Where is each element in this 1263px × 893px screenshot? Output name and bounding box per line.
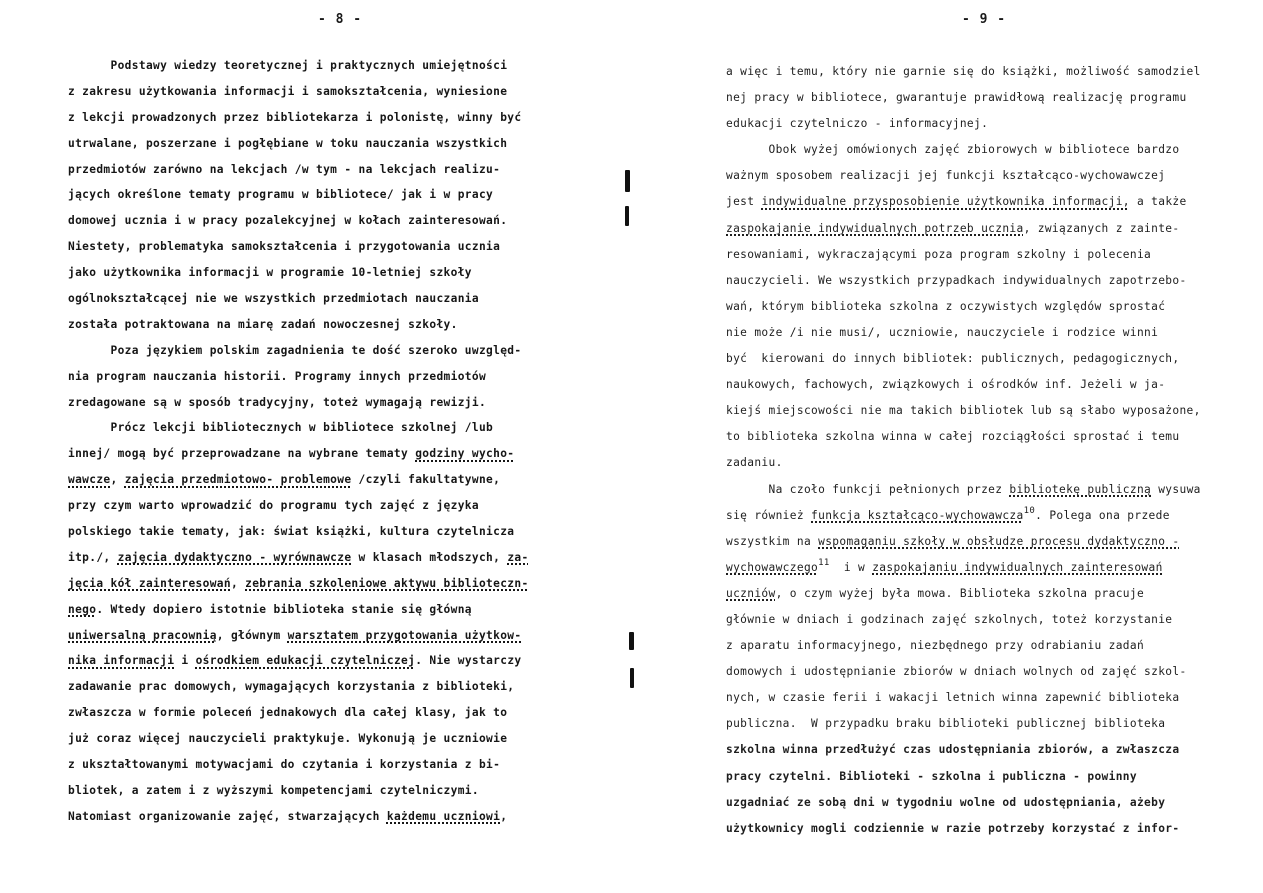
text-line: [68, 161, 529, 187]
text-line: [726, 741, 1201, 767]
text-line: [68, 704, 529, 730]
text-segment: Prócz lekcji bibliotecznych w bibliotece szkolnej /lub: [68, 421, 494, 435]
text-segment: polskiego takie tematy, jak: świat książki, kultura czytelnicza: [68, 525, 515, 539]
left-page: [0, 0, 630, 893]
text-segment: . Polega ona przede: [1035, 508, 1170, 522]
text-line: [726, 481, 1201, 507]
text-segment: jako użytkownika informacji w programie 10-letniej szkoły: [68, 266, 472, 280]
text-line: [726, 246, 1201, 272]
text-segment: Podstawy wiedzy teoretycznej i praktycznych umiejętności: [68, 59, 508, 72]
text-segment: użytkownicy mogli codziennie w razie potrzeby korzystać z infor-: [726, 821, 1180, 835]
text-segment: nauczycieli. We wszystkich przypadkach indywidualnych zapotrzebo-: [726, 273, 1187, 287]
text-segment: jest: [726, 195, 762, 209]
text-segment: Obok wyżej omówionych zajęć zbiorowych w bibliotece bardzo: [726, 143, 1180, 157]
page-number: - 8 -: [318, 12, 363, 27]
staple-mark: [630, 668, 634, 688]
text-line: [726, 794, 1201, 820]
text-segment: zredagowane są w sposób tradycyjny, toteż wymagają rewizji.: [68, 395, 487, 409]
text-segment: się również: [726, 508, 812, 522]
text-segment: Natomiast organizowanie zajęć, stwarzających: [68, 809, 387, 823]
text-segment: to biblioteka szkolna winna w całej rozciągłości sprostać i temu: [726, 430, 1180, 444]
text-line: [68, 730, 529, 756]
text-segment: ,: [500, 809, 508, 823]
underlined-phrase: nego: [68, 602, 97, 616]
text-line: [68, 419, 529, 445]
text-line: [726, 689, 1201, 715]
underlined-phrase: ośrodkiem edukacji czytelniczej: [195, 654, 416, 668]
text-line: [726, 89, 1201, 115]
text-line: [68, 652, 529, 678]
page-number: - 9 -: [962, 12, 1007, 27]
text-segment: Na czoło funkcji pełnionych przez: [726, 482, 1010, 496]
text-line: [726, 402, 1201, 428]
underlined-phrase: uniwersalną pracownią: [68, 628, 217, 642]
text-line: [726, 715, 1201, 741]
underlined-phrase: wspomaganiu szkoły w obsłudze procesu dydaktyczno -: [818, 534, 1180, 548]
text-line: [68, 471, 529, 497]
right-page: [630, 0, 1263, 893]
text-segment: z lekcji prowadzonych przez bibliotekarza i polonistę, winny być: [68, 110, 522, 124]
page-text-lines: [726, 63, 1201, 846]
text-line: [68, 290, 529, 316]
underlined-phrase: wawcze: [68, 473, 111, 487]
text-line: [726, 63, 1201, 89]
text-line: [726, 141, 1201, 167]
text-segment: nej pracy w bibliotece, gwarantuje prawidłową realizację programu: [726, 91, 1187, 105]
text-segment: wań, którym biblioteka szkolna z oczywistych względów sprostać: [726, 299, 1166, 313]
text-segment: ogólnokształcącej nie we wszystkich przedmiotach nauczania: [68, 292, 479, 306]
text-segment: z zakresu użytkowania informacji i samokształcenia, wyniesione: [68, 84, 508, 98]
text-line: [726, 820, 1201, 846]
text-segment: domowej ucznia i w pracy pozalekcyjnej w kołach zainteresowań.: [68, 214, 508, 228]
text-segment: być kierowani do innych bibliotek: publicznych, pedagogicznych,: [726, 352, 1180, 366]
staple-mark: [629, 632, 634, 650]
text-segment: została potraktowana na miarę zadań nowoczesnej szkoły.: [68, 317, 458, 331]
text-segment: a także: [1129, 195, 1187, 209]
text-segment: szkolna winna przedłużyć czas udostępniania zbiorów, a zwłaszcza: [726, 743, 1180, 757]
text-line: [68, 394, 529, 420]
text-line: [726, 298, 1201, 324]
underlined-phrase: każdemu uczniowi: [386, 809, 501, 823]
underlined-phrase: funkcja kształcąco-wychowawcza: [811, 508, 1024, 522]
underlined-phrase: warsztatem przygotowania użytkow-: [287, 628, 522, 642]
text-segment: itp./,: [68, 550, 118, 564]
text-segment: ,: [110, 473, 125, 487]
text-segment: a więc i temu, który nie garnie się do książki, możliwość samodziel: [726, 65, 1201, 78]
text-segment: , związanych z zainte-: [1023, 221, 1180, 235]
footnote-ref: 10: [1023, 505, 1036, 516]
text-line: [726, 324, 1201, 350]
text-line: [68, 549, 529, 575]
text-line: [726, 637, 1201, 663]
text-line: [726, 585, 1201, 611]
text-segment: innej/ mogą być przeprowadzane na wybrane tematy: [68, 447, 416, 461]
text-segment: wszystkim na: [726, 534, 819, 548]
text-line: [726, 533, 1201, 559]
staple-mark: [625, 170, 630, 192]
text-segment: publiczna. W przypadku braku biblioteki publicznej biblioteka: [726, 717, 1166, 731]
text-line: [68, 83, 529, 109]
text-segment: , o czym wyżej była mowa. Biblioteka szkolna pracuje: [775, 586, 1145, 600]
underlined-phrase: godziny wycho-: [415, 447, 515, 461]
underlined-phrase: zajęcia przedmiotowo- problemowe: [124, 473, 352, 487]
text-line: [726, 507, 1201, 533]
text-line: [726, 167, 1201, 193]
staple-mark: [625, 206, 629, 226]
text-segment: w klasach młodszych,: [351, 550, 508, 564]
text-segment: z ukształtowanymi motywacjami do czytania i korzystania z bi-: [68, 758, 501, 772]
text-segment: edukacji czytelniczo - informacyjnej.: [726, 117, 989, 131]
text-segment: . Wtedy dopiero istotnie biblioteka stanie się główną: [96, 602, 472, 616]
text-line: [726, 559, 1201, 585]
text-line: [68, 445, 529, 471]
text-segment: Niestety, problematyka samokształcenia i przygotowania ucznia: [68, 240, 501, 254]
footnote-ref: 11: [818, 557, 830, 568]
text-line: [68, 756, 529, 782]
text-segment: /czyli fakultatywne,: [351, 473, 501, 487]
text-line: [726, 611, 1201, 637]
underlined-phrase: zajęcia dydaktyczno - wyrównawcze: [117, 550, 352, 564]
text-line: [68, 678, 529, 704]
text-segment: ,: [230, 576, 246, 590]
text-line: [726, 376, 1201, 402]
underlined-phrase: jęcia kół zainteresowań: [68, 576, 231, 590]
underlined-phrase: wychowawczego: [726, 560, 819, 574]
text-segment: bliotek, a zatem i z wyższymi kompetencjami czytelniczymi.: [68, 783, 479, 797]
text-segment: i w: [829, 560, 873, 574]
text-line: [726, 272, 1201, 298]
text-line: [68, 264, 529, 290]
text-segment: już coraz więcej nauczycieli praktykuje. Wykonują je uczniowie: [68, 732, 508, 746]
text-line: [68, 212, 529, 238]
underlined-phrase: indywidualne przysposobienie użytkownika informacji,: [761, 195, 1130, 209]
text-line: [726, 428, 1201, 454]
text-line: [726, 115, 1201, 141]
text-segment: wysuwa: [1151, 482, 1201, 496]
text-line: [68, 316, 529, 342]
text-line: [68, 342, 529, 368]
text-segment: . Nie wystarczy: [415, 654, 522, 668]
text-segment: uzgadniać ze sobą dni w tygodniu wolne od udostępniania, ażeby: [726, 795, 1166, 809]
text-segment: przedmiotów zarówno na lekcjach /w tym - na lekcjach realizu-: [68, 162, 501, 176]
text-line: [726, 768, 1201, 794]
text-segment: naukowych, fachowych, związkowych i ośrodków inf. Jeżeli w ja-: [726, 378, 1166, 392]
text-line: [726, 220, 1201, 246]
text-segment: domowych i udostępnianie zbiorów w dniach wolnych od zajęć szkol-: [726, 665, 1187, 679]
text-segment: nych, w czasie ferii i wakacji letnich winna zapewnić biblioteka: [726, 691, 1180, 705]
text-line: [68, 575, 529, 601]
text-segment: głównie w dniach i godzinach zajęć szkolnych, toteż korzystanie: [726, 612, 1173, 626]
text-segment: nie może /i nie musi/, uczniowie, nauczyciele i rodzice winni: [726, 325, 1159, 339]
text-segment: pracy czytelni. Biblioteki - szkolna i publiczna - powinny: [726, 769, 1137, 783]
underlined-phrase: uczniów: [726, 586, 776, 600]
text-segment: zadaniu.: [726, 456, 783, 470]
text-segment: i: [174, 654, 196, 668]
page-text-lines: [68, 57, 529, 834]
text-line: [68, 808, 529, 834]
text-line: [68, 57, 529, 83]
text-line: [68, 627, 529, 653]
text-line: [68, 523, 529, 549]
text-line: [68, 109, 529, 135]
text-line: [68, 368, 529, 394]
underlined-phrase: nika informacji: [68, 654, 175, 668]
text-segment: utrwalane, poszerzane i pogłębiane w toku nauczania wszystkich: [68, 136, 508, 150]
underlined-phrase: zaspokajaniu indywidualnych zainteresowań: [872, 560, 1163, 574]
text-line: [726, 350, 1201, 376]
text-segment: kiejś miejscowości nie ma takich bibliotek lub są słabo wyposażone,: [726, 404, 1201, 418]
text-line: [68, 135, 529, 161]
text-segment: zwłaszcza w formie poleceń jednakowych dla całej klasy, jak to: [68, 706, 508, 720]
text-segment: z aparatu informacyjnego, niezbędnego przy odrabianiu zadań: [726, 639, 1145, 653]
text-segment: resowaniami, wykraczającymi poza program szkolny i polecenia: [726, 247, 1152, 261]
text-line: [726, 663, 1201, 689]
text-line: [726, 193, 1201, 219]
underlined-phrase: zaspokajanie indywidualnych potrzeb ucznia: [726, 221, 1024, 235]
text-segment: zadawanie prac domowych, wymagających korzystania z biblioteki,: [68, 680, 515, 694]
text-line: [726, 454, 1201, 480]
text-segment: nia program nauczania historii. Programy innych przedmiotów: [68, 369, 487, 383]
text-segment: przy czym warto wprowadzić do programu tych zajęć z języka: [68, 499, 479, 513]
text-segment: Poza językiem polskim zagadnienia te dość szeroko uwzględ-: [68, 343, 522, 357]
text-line: [68, 601, 529, 627]
text-line: [68, 782, 529, 808]
text-line: [68, 497, 529, 523]
text-line: [68, 238, 529, 264]
text-line: [68, 186, 529, 212]
underlined-phrase: zebrania szkoleniowe aktywu biblioteczn-: [245, 576, 529, 590]
text-segment: jących określone tematy programu w bibliotece/ jak i w pracy: [68, 188, 494, 202]
underlined-phrase: bibliotekę publiczną: [1009, 482, 1152, 496]
underlined-phrase: za-: [507, 550, 529, 564]
text-segment: ważnym sposobem realizacji jej funkcji kształcąco-wychowawczej: [726, 169, 1166, 183]
text-segment: , głównym: [216, 628, 288, 642]
